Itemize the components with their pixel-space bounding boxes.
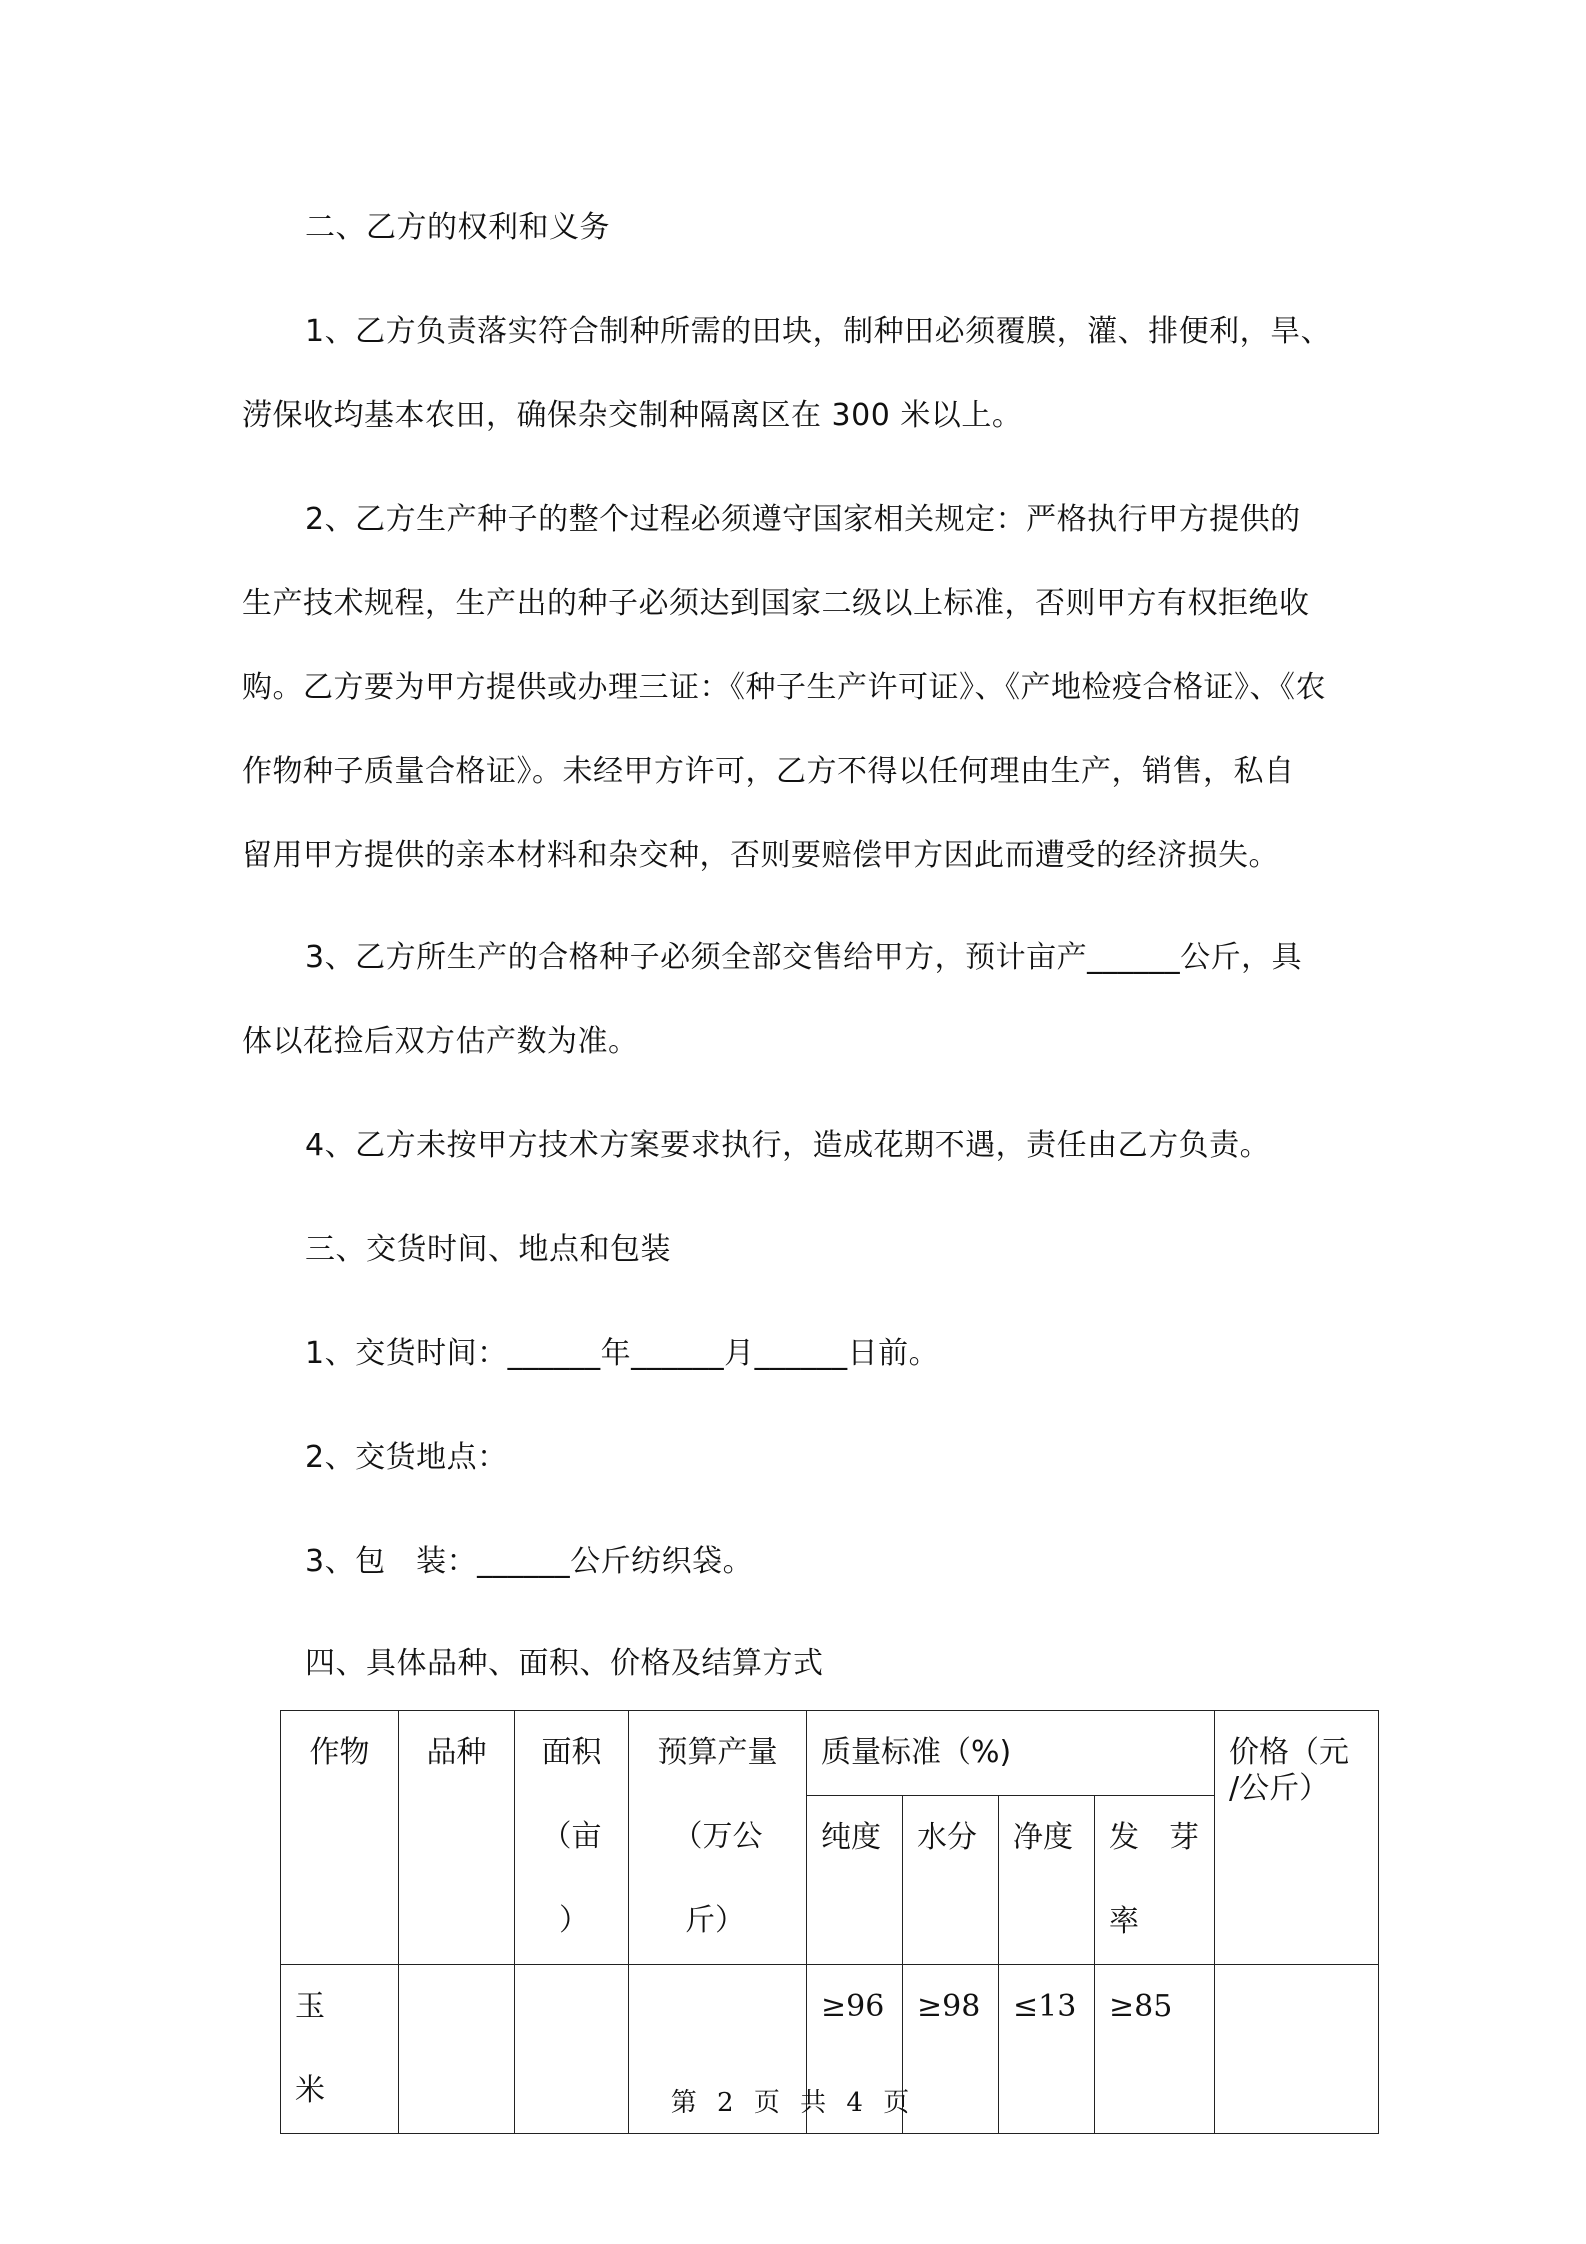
header-yield-line3: 斤） bbox=[685, 1903, 745, 1938]
header-variety: 品种 bbox=[399, 1711, 515, 1965]
row-germ: ≥85 bbox=[1095, 1965, 1215, 2134]
section2-heading: 二、乙方的权利和义务 bbox=[305, 210, 610, 245]
row-purity: ≥96 bbox=[807, 1965, 903, 2134]
section2-p2-line4: 作物种子质量合格证》。未经甲方许可，乙方不得以任何理由生产，销售，私自 bbox=[242, 754, 1295, 789]
section2-p1-line2: 涝保收均基本农田，确保杂交制种隔离区在 300 米以上。 bbox=[242, 398, 1023, 433]
header-price-line1: 价格（元 bbox=[1229, 1735, 1350, 1770]
header-purity: 纯度 bbox=[807, 1796, 903, 1965]
header-yield-line1: 预算产量 bbox=[657, 1735, 778, 1770]
section3-item3: 3、包 装：______公斤纺织袋。 bbox=[305, 1544, 754, 1579]
header-germ bbox=[1095, 1796, 1215, 1965]
section2-p3-line2: 体以花捡后双方估产数为准。 bbox=[242, 1024, 639, 1059]
header-moisture: 水分 bbox=[903, 1796, 999, 1965]
header-clean: 净度 bbox=[999, 1796, 1095, 1965]
page-footer: 第 2 页 共 4 页 bbox=[670, 2088, 916, 2118]
row-crop: 玉 米 bbox=[281, 1965, 399, 2134]
section4-heading: 四、具体品种、面积、价格及结算方式 bbox=[305, 1646, 824, 1681]
section2-p2-line5: 留用甲方提供的亲本材料和杂交种，否则要赔偿甲方因此而遭受的经济损失。 bbox=[242, 838, 1279, 873]
header-yield-line2: （万公 bbox=[672, 1819, 763, 1854]
section2-p4: 4、乙方未按甲方技术方案要求执行，造成花期不遇，责任由乙方负责。 bbox=[305, 1128, 1271, 1163]
header-crop: 作物 bbox=[281, 1711, 399, 1965]
section2-p2-line2: 生产技术规程，生产出的种子必须达到国家二级以上标准，否则甲方有权拒绝收 bbox=[242, 586, 1310, 621]
section3-item2: 2、交货地点： bbox=[305, 1440, 508, 1475]
header-area-line2: （亩 bbox=[541, 1819, 602, 1854]
section2-p1-line1: 1、乙方负责落实符合制种所需的田块，制种田必须覆膜，灌、排便利，旱、 bbox=[305, 314, 1332, 349]
row-moisture: ≥98 bbox=[903, 1965, 999, 2134]
header-area-line3: ） bbox=[559, 1903, 589, 1938]
section2-p2-line3: 购。乙方要为甲方提供或办理三证：《种子生产许可证》、《产地检疫合格证》、《农 bbox=[242, 670, 1326, 705]
header-area bbox=[515, 1711, 629, 1965]
row-clean: ≤13 bbox=[999, 1965, 1095, 2134]
header-area-line1: 面积 bbox=[541, 1735, 602, 1770]
section3-heading: 三、交货时间、地点和包装 bbox=[305, 1232, 671, 1267]
table-header-row bbox=[281, 1711, 1379, 1796]
header-quality: 质量标准（%) bbox=[807, 1711, 1215, 1796]
header-germ-line2: 率 bbox=[1109, 1904, 1139, 1939]
spec-table bbox=[280, 1710, 1379, 2134]
header-yield bbox=[629, 1711, 807, 1965]
section2-p3-line1: 3、乙方所生产的合格种子必须全部交售给甲方，预计亩产______公斤，具 bbox=[305, 940, 1303, 975]
section3-item1: 1、交货时间：______年______月______日前。 bbox=[305, 1336, 940, 1371]
header-price: 价格（元 /公斤） bbox=[1215, 1711, 1379, 1965]
section2-p2-line1: 2、乙方生产种子的整个过程必须遵守国家相关规定：严格执行甲方提供的 bbox=[305, 502, 1301, 537]
header-germ-line1: 发 芽 bbox=[1109, 1820, 1199, 1855]
